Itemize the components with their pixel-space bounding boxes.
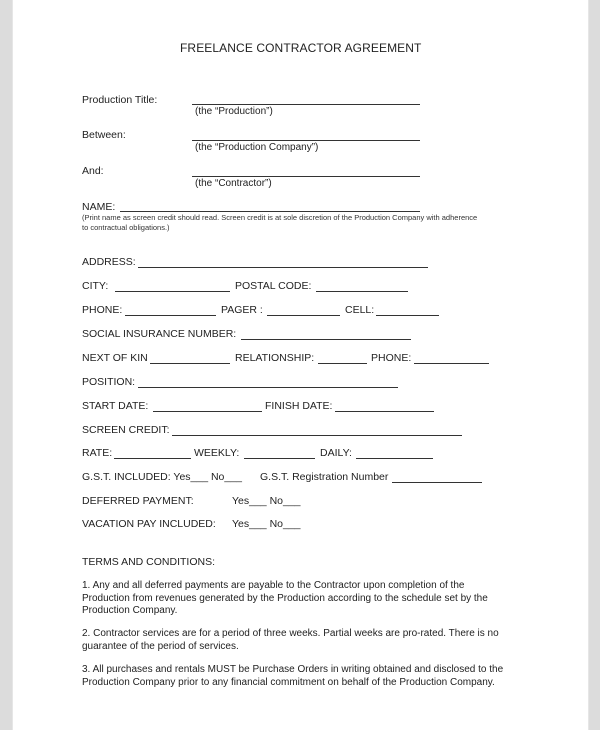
weekly-label: WEEKLY: [194,447,240,459]
deferred-payment-options[interactable]: Yes___ No___ [232,495,301,507]
start-date-label: START DATE: [82,400,149,412]
terms-item-1: 1. Any and all deferred payments are payable to the Contractor upon completion of the Production from revenues generated by the Production according to the schedule set by the Production Company. [82,580,488,616]
between-label: Between: [82,129,126,141]
terms-heading: TERMS AND CONDITIONS: [82,556,216,568]
daily-label: DAILY: [320,447,352,459]
relationship-label: RELATIONSHIP: [235,352,315,364]
name-line[interactable] [120,211,420,212]
gst-included-label[interactable]: G.S.T. INCLUDED: Yes___ No___ [82,471,242,483]
cell-line[interactable] [376,315,439,316]
between-hint: (the “Production Company”) [195,142,319,153]
vacation-pay-label: VACATION PAY INCLUDED: [82,518,216,530]
city-line[interactable] [115,291,230,292]
daily-line[interactable] [356,458,433,459]
kin-phone-label: PHONE: [371,352,412,364]
address-line[interactable] [138,267,428,268]
pager-label: PAGER : [221,304,263,316]
pager-line[interactable] [267,315,340,316]
city-label: CITY: [82,280,109,292]
production-title-label: Production Title: [82,94,158,106]
postal-code-label: POSTAL CODE: [235,280,312,292]
kin-phone-line[interactable] [414,363,489,364]
production-title-line[interactable] [192,104,420,105]
gst-registration-line[interactable] [392,482,482,483]
sin-line[interactable] [241,339,411,340]
rate-line[interactable] [114,458,191,459]
screen-credit-label: SCREEN CREDIT: [82,424,170,436]
deferred-payment-label: DEFERRED PAYMENT: [82,495,194,507]
rate-label: RATE: [82,447,113,459]
between-line[interactable] [192,140,420,141]
finish-date-line[interactable] [335,411,434,412]
name-label: NAME: [82,201,116,213]
gst-registration-label: G.S.T. Registration Number [260,471,389,483]
sin-label: SOCIAL INSURANCE NUMBER: [82,328,237,340]
document-title: FREELANCE CONTRACTOR AGREEMENT [180,41,422,55]
finish-date-label: FINISH DATE: [265,400,333,412]
production-title-hint: (the “Production”) [195,106,273,117]
terms-item-2: 2. Contractor services are for a period of three weeks. Partial weeks are pro-rated. There is no guarantee of the period of services. [82,628,499,652]
weekly-line[interactable] [244,458,315,459]
cell-label: CELL: [345,304,375,316]
start-date-line[interactable] [153,411,262,412]
phone-label: PHONE: [82,304,123,316]
name-note-line-1: (Print name as screen credit should read. Screen credit is at sole discretion of the Production Company with adherence [82,213,478,222]
phone-line[interactable] [125,315,216,316]
terms-item-3: 3. All purchases and rentals MUST be Purchase Orders in writing obtained and disclosed to the Production Company prior to any financial commitment on behalf of the Production Company. [82,664,504,688]
next-of-kin-label: NEXT OF KIN [82,352,148,364]
and-line[interactable] [192,176,420,177]
vacation-pay-options[interactable]: Yes___ No___ [232,518,301,530]
postal-code-line[interactable] [316,291,408,292]
and-label: And: [82,165,104,177]
document-page [12,0,589,730]
address-label: ADDRESS: [82,256,136,268]
relationship-line[interactable] [318,363,367,364]
name-note-line-2: to contractual obligations.) [82,223,170,232]
screen-credit-line[interactable] [172,435,462,436]
position-line[interactable] [138,387,398,388]
position-label: POSITION: [82,376,136,388]
next-of-kin-line[interactable] [150,363,230,364]
and-hint: (the “Contractor”) [195,178,272,189]
